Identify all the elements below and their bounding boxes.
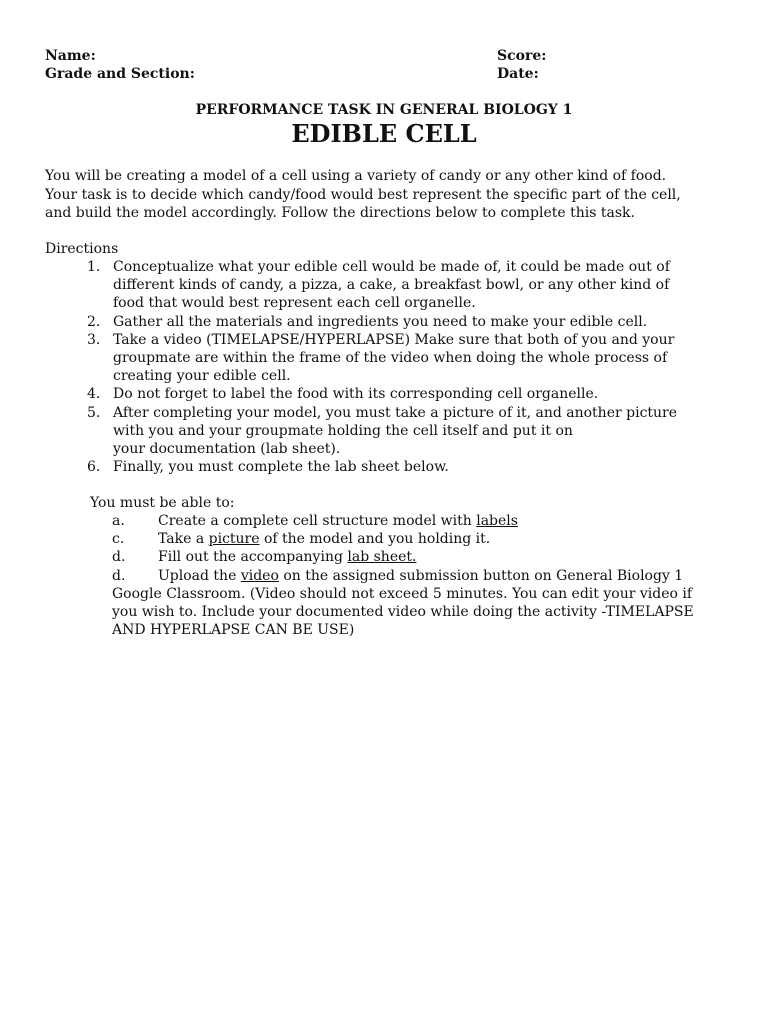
- direction-item: [87, 404, 727, 459]
- direction-text: food that would best represent each cell organelle.: [113, 295, 476, 312]
- direction-number: 2.: [87, 313, 101, 330]
- requirement-text: Create a complete cell structure model with: [158, 513, 477, 529]
- intro-line: Your task is to decide which candy/food would best represent the specific part of the cell,: [45, 186, 681, 203]
- score-label: Score:: [497, 48, 547, 64]
- name-label: Name:: [45, 48, 96, 64]
- requirement-item: [112, 567, 732, 640]
- requirement-text: on the assigned submission button on General Biology 1: [278, 567, 684, 584]
- direction-text: with you and your groupmate holding the cell itself and put it on: [113, 422, 573, 439]
- direction-item: [87, 331, 727, 386]
- intro-paragraph: [45, 167, 735, 223]
- requirement-text: of the model and you holding it.: [259, 531, 491, 548]
- requirement-item: [112, 530, 732, 548]
- direction-text: Gather all the materials and ingredients you need to make your edible cell.: [113, 313, 648, 330]
- direction-text: groupmate are within the frame of the video when doing the whole process of: [113, 350, 668, 367]
- direction-number: 3.: [87, 331, 101, 348]
- requirement-text: Google Classroom. (Video should not exceed 5 minutes. You can edit your video if: [112, 585, 693, 602]
- directions-heading: Directions: [45, 241, 119, 257]
- grade-section-label: Grade and Section:: [45, 66, 195, 82]
- direction-number: 6.: [87, 459, 101, 476]
- requirements-list: [112, 512, 732, 639]
- requirement-text: Take a: [158, 531, 209, 548]
- direction-number: 4.: [87, 386, 101, 403]
- direction-item: [87, 258, 727, 313]
- direction-text: Finally, you must complete the lab sheet below.: [113, 459, 449, 476]
- requirement-letter: a.: [112, 513, 125, 529]
- requirement-item: [112, 548, 732, 566]
- requirement-text: Fill out the accompanying: [158, 549, 348, 566]
- direction-text: different kinds of candy, a pizza, a cake, a breakfast bowl, or any other kind of: [113, 277, 670, 294]
- direction-number: 5.: [87, 404, 101, 421]
- requirement-letter: d.: [112, 549, 126, 566]
- direction-text: Conceptualize what your edible cell would be made of, it could be made out of: [113, 259, 670, 275]
- requirement-underlined-text: lab sheet.: [347, 549, 417, 566]
- requirement-text: Upload the: [158, 567, 241, 584]
- requirement-letter: c.: [112, 531, 125, 548]
- requirement-letter: d.: [112, 567, 126, 584]
- requirement-item: [112, 512, 732, 530]
- requirement-underlined-text: video: [240, 567, 279, 584]
- requirement-text: AND HYPERLAPSE CAN BE USE): [112, 622, 355, 639]
- requirement-underlined-text: labels: [476, 513, 518, 529]
- requirement-text: you wish to. Include your documented video while doing the activity -TIMELAPSE: [112, 604, 694, 621]
- date-label: Date:: [497, 66, 539, 82]
- document-title: EDIBLE CELL: [291, 119, 477, 148]
- intro-line: You will be creating a model of a cell using a variety of candy or any other kind of food.: [45, 168, 667, 184]
- direction-item: [87, 385, 727, 403]
- direction-text: your documentation (lab sheet).: [113, 441, 341, 458]
- direction-item: [87, 313, 727, 331]
- document-subtitle: PERFORMANCE TASK IN GENERAL BIOLOGY 1: [195, 102, 573, 118]
- direction-text: After completing your model, you must take a picture of it, and another picture: [113, 404, 678, 421]
- directions-list: [87, 258, 727, 476]
- direction-item: [87, 458, 727, 476]
- requirements-heading: You must be able to:: [90, 495, 235, 511]
- intro-line: and build the model accordingly. Follow the directions below to complete this task.: [45, 205, 635, 221]
- direction-number: 1.: [87, 259, 101, 275]
- direction-text: Do not forget to label the food with its corresponding cell organelle.: [113, 386, 599, 403]
- direction-text: creating your edible cell.: [113, 368, 291, 385]
- requirement-underlined-text: picture: [208, 531, 260, 548]
- direction-text: Take a video (TIMELAPSE/HYPERLAPSE) Make sure that both of you and your: [113, 331, 675, 348]
